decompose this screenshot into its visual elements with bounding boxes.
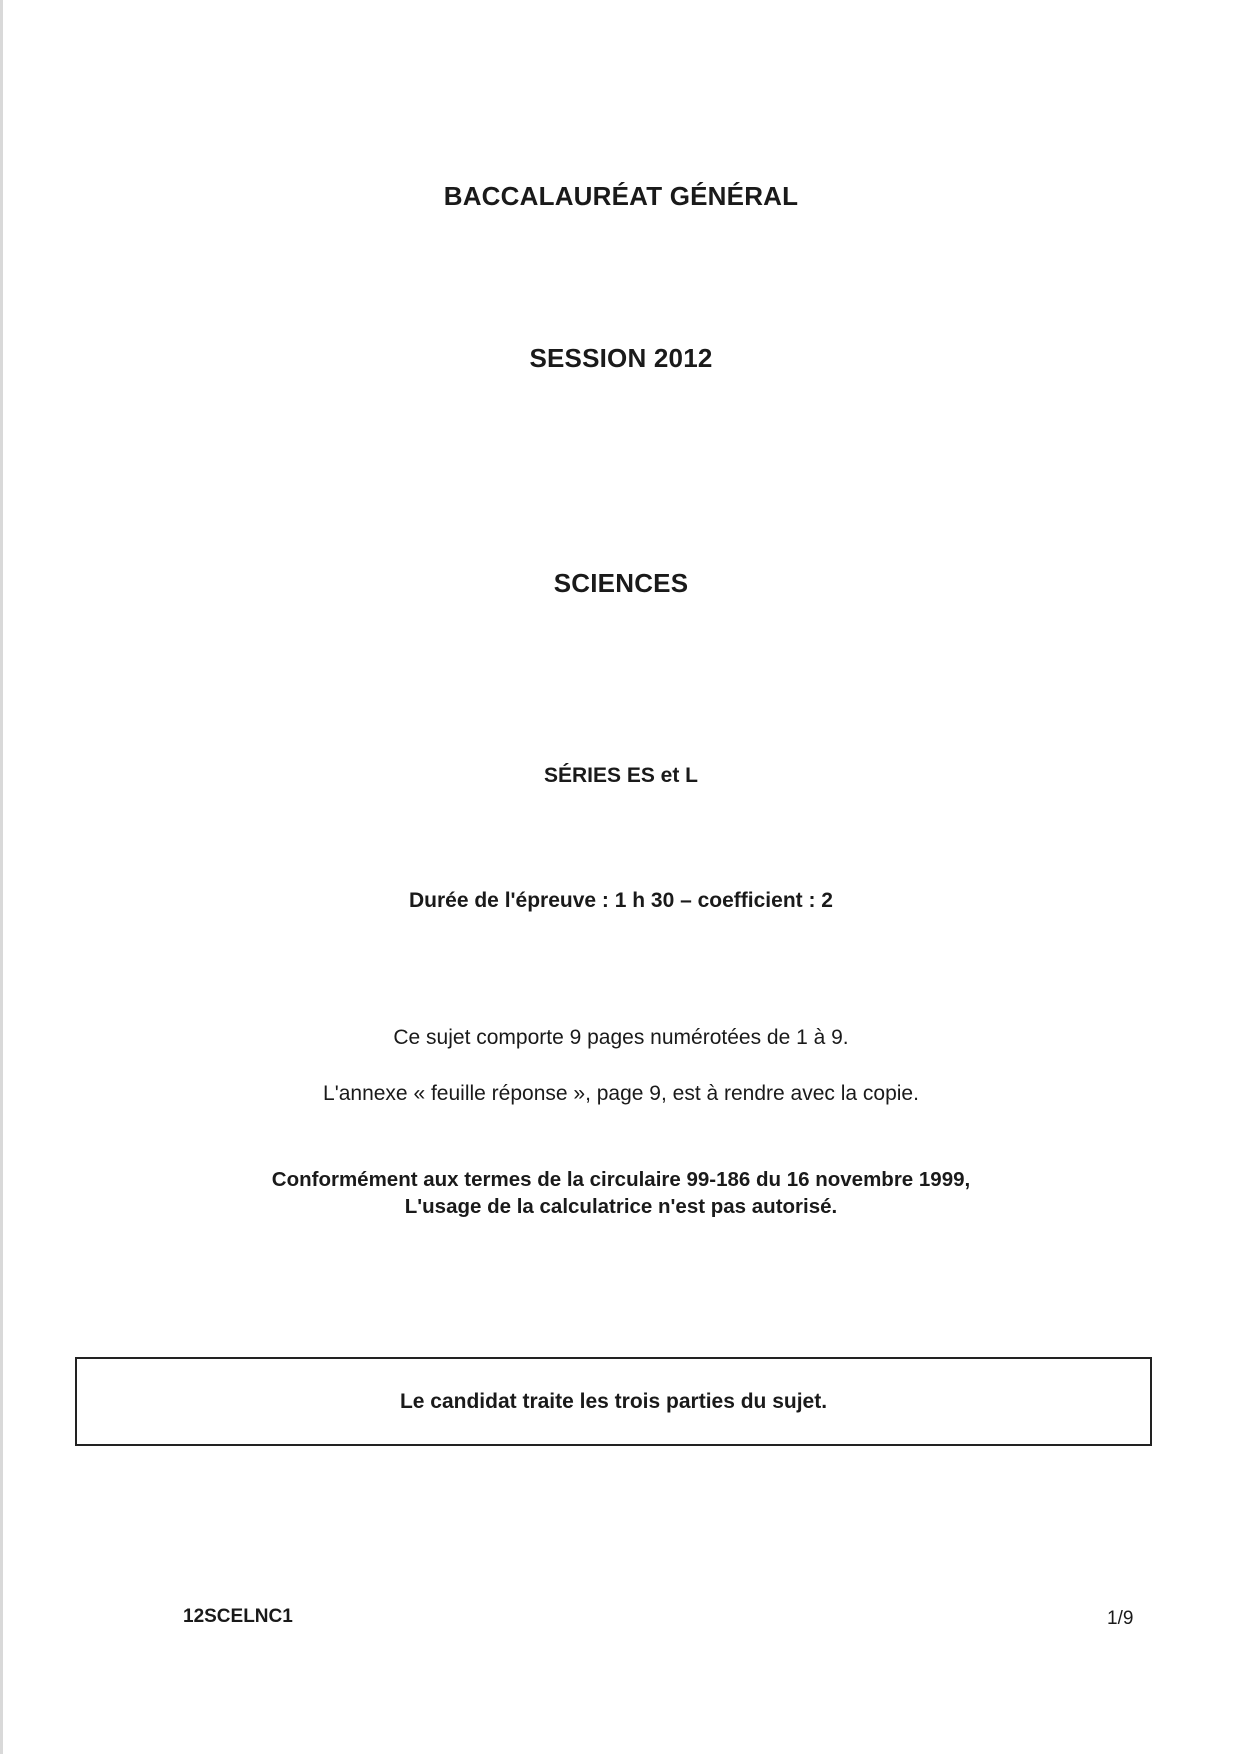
duration-label: Durée de l'épreuve : 1 h 30 – coefficient : 2 xyxy=(409,889,833,912)
scan-edge xyxy=(0,0,3,1754)
calculator-notice-line1: Conformément aux termes de la circulaire 99-186 du 16 novembre 1999, xyxy=(271,1168,971,1191)
page-count-text: Ce sujet comporte 9 pages numérotées de 1 à 9. xyxy=(393,1026,849,1049)
calculator-notice-line2: L'usage de la calculatrice n'est pas autorisé. xyxy=(404,1195,838,1218)
instruction-text: Le candidat traite les trois parties du sujet. xyxy=(399,1389,828,1413)
exam-title: BACCALAURÉAT GÉNÉRAL xyxy=(443,181,799,211)
session-title: SESSION 2012 xyxy=(529,343,713,373)
instruction-box xyxy=(75,1357,1152,1446)
series-label: SÉRIES ES et L xyxy=(543,764,699,787)
page-number: 1/9 xyxy=(1107,1608,1134,1629)
subject-title: SCIENCES xyxy=(553,568,689,598)
annex-text: L'annexe « feuille réponse », page 9, est à rendre avec la copie. xyxy=(323,1082,919,1105)
subject-code: 12SCELNC1 xyxy=(183,1606,293,1627)
